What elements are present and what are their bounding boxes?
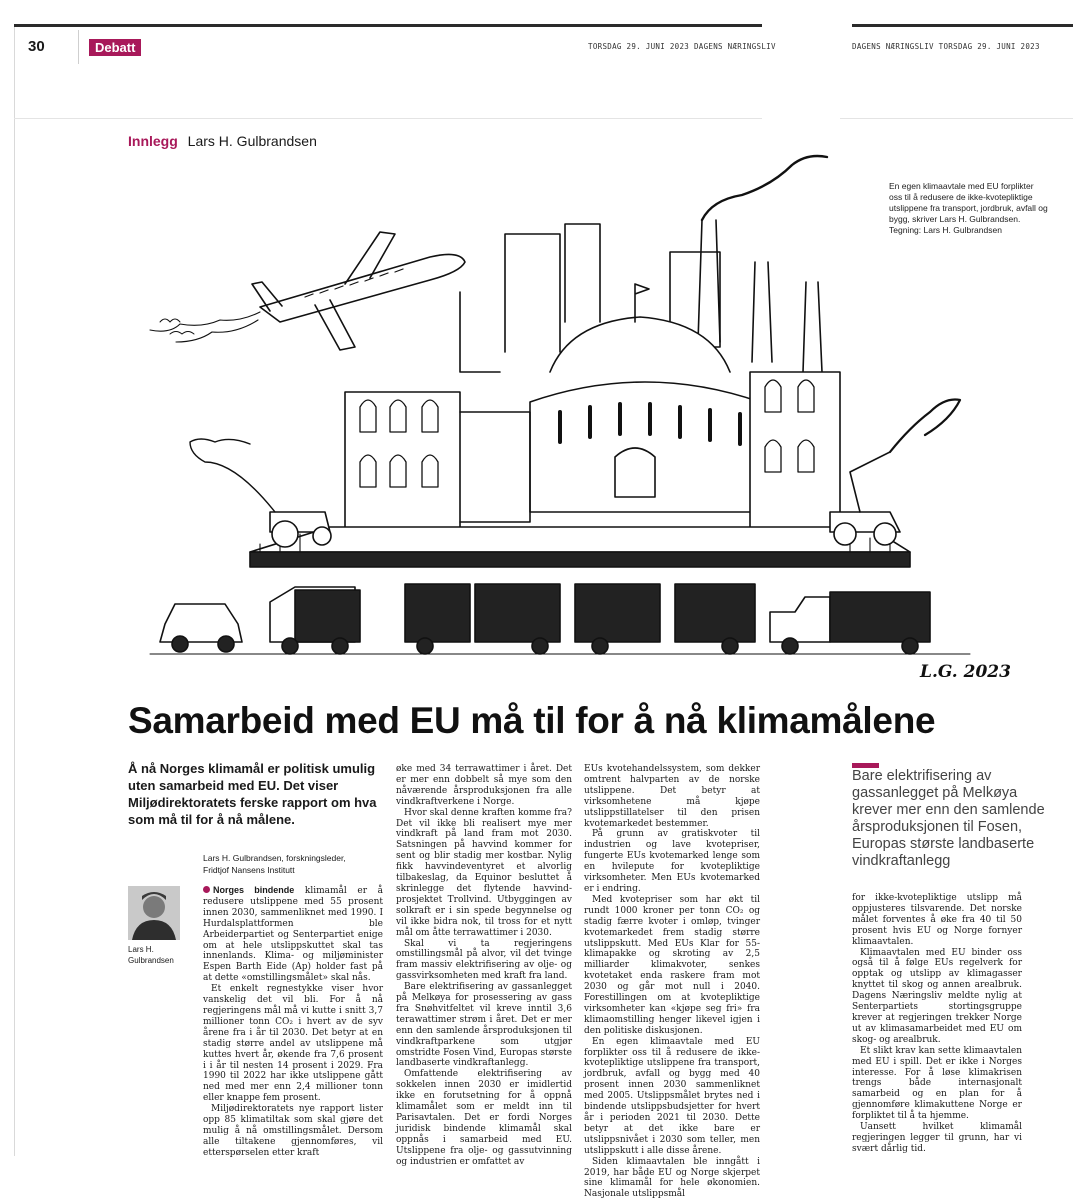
paragraph: øke med 34 terrawattimer i året. Det er mer enn dobbelt så mye som den nåværende årsproduksjonen fra alle vindkraftverkene i Norge. [396, 764, 572, 807]
paragraph: EUs kvotehandelssystem, som dekker omtrent halvparten av de norske utslippene. Det betyr at virksomhetene må kjøpe utslippstillatelser til den prisen kvotemarkedet bestemmer. [584, 764, 760, 829]
article-column-3 [584, 764, 760, 1200]
illustration-signature: L.G. 2023 [920, 662, 1011, 682]
illustration-caption: En egen klimaavtale med EU forplikter oss til å redusere de ikke-kvotepliktige utslippene fra transport, jordbruk, avfall og bygg, skriver Lars H. Gulbrandsen. Tegning: Lars H. Gulbrandsen [889, 181, 1048, 235]
running-head-right: DAGENS NÆRINGSLIV TORSDAG 29. JUNI 2023 [852, 42, 1040, 51]
paragraph: Omfattende elektrifisering av sokkelen innen 2030 er imidlertid ikke en forutsetning for å oppnå klimamålet som er meldt inn til Parisavtalen. Det er fordi Norges juridisk bindende klimamål skal oppnås i samarbeid med EU. Utslippene fra olje- og gassutvinning og industrien er omfattet av [396, 1069, 572, 1167]
paragraph: Et slikt krav kan sette klimaavtalen med EU i spill. Det er ikke i Norges interesse. For å løse klimakrisen trengs både internasjonalt samarbeid og en plan for å gjennomføre klimakuttene Norge er forpliktet til å ta hjemme. [852, 1045, 1022, 1122]
lead-bullet-icon [203, 886, 210, 893]
paragraph: Hvor skal denne kraften komme fra? Det vil ikke bli realisert mye mer vindkraft på land fram mot 2030. Satsningen på havvind kommer for sent og blir stadig mer kostbar. Nylig fikk havvindeventyret et alvorlig tilbakeslag, da Equinor besluttet å skrinlegge det flytende havvind-prosjektet Trollvind. Utbyggingen av solkraft er i sin spede begynnelse og vil ikke bidra nok, til tross for et nytt mål om åtte terrawattimer i 2030. [396, 807, 572, 938]
paragraph: Bare elektrifisering av gassanlegget på Melkøya for prosessering av gass fra Snøhvitfeltet vil kreve inntil 3,6 terawattimer strøm i året. Det er mer enn den samlende årsproduksjonen til vindkraftparkene som utgjør omstridte Fosen Vind, Europas største landbaserte vindkraftanlegg. [396, 982, 572, 1069]
article-column-2 [396, 764, 572, 1167]
article-column-4 [852, 893, 1022, 1154]
paragraph: Klimaavtalen med EU binder oss også til å følge EUs regelverk for opptak og utslipp av klimagasser knyttet til skog og annen arealbruk. Dagens Næringsliv meldte nylig at Senterpartiets stortingsgruppe krever at regjeringen trekker Norge ut av klimasamarbeidet med EU om skog- og arealbruk. [852, 947, 1022, 1045]
vehicles-drawing [150, 584, 970, 654]
headline: Samarbeid med EU må til for å nå klimamålene [128, 700, 936, 741]
paragraph: for ikke-kvotepliktige utslipp må oppjusteres tilsvarende. Det norske målet forventes å øke fra 40 til 50 prosent hvis EU og Norge fornyer klimaavtalen. [852, 893, 1022, 947]
header-band-right [840, 27, 1073, 119]
pullquote: Bare elektrifisering av gassanlegget på Melkøya krever mer enn den samlende årsproduksjonen til Fosen, Europas største landbaserte vindkraftanlegg [852, 768, 1045, 869]
airplane-drawing [150, 232, 465, 350]
portrait-name: Lars H. Gulbrandsen [128, 945, 174, 965]
ingress: Å nå Norges klimamål er politisk umulig uten samarbeid med EU. Det viser Miljødirektoratets ferske rapport om hva som må til for å nå målene. [128, 761, 377, 827]
paragraph: Uansett hvilket klimamål regjeringen legger til grunn, har vi svært dårlig tid. [852, 1122, 1022, 1154]
byline [203, 852, 393, 876]
kicker-author: Lars H. Gulbrandsen [187, 133, 317, 149]
paragraph: Siden klimaavtalen ble inngått i 2019, har både EU og Norge skjerpet sine klimamål for hele økonomien. Nasjonale utslippsmål [584, 1156, 760, 1200]
lead-in: Norges bindende [213, 885, 295, 895]
header-divider [78, 30, 79, 64]
paragraph: Med kvotepriser som har økt til rundt 1000 kroner per tonn CO₂ og stadig færre kvoter i omløp, tvinger kvotemarkedet frem stadig større utslippskutt. Med EUs Klar for 55-klimapakke og skroting av 2,5 milliarder klimakvoter, senkes kvotetaket enda raskere fram mot 2030 og går mot null i 2040. Forestillingen om at kvotepliktige virksomheter kan «kjøpe seg fri» fra klimaomstilling henger likevel igjen i den politiske diskusjonen. [584, 894, 760, 1036]
byline-line1: Lars H. Gulbrandsen, forskningsleder, [203, 853, 346, 863]
paragraph: Et enkelt regnestykke viser hvor vanskelig det vil bli. For å nå regjeringens mål må vi kutte i snitt 3,7 millioner tonn CO₂ i hvert av de syv årene fra i år til 2030. Det betyr at en stadig større andel av utslippene må kuttes hvert år, økende fra 7,6 prosent i i år til nesten 14 prosent i 2029. Fra 1990 til 2022 har ikke utslippene gått ned med mer enn 2,4 millioner tonn eller knappe fem prosent. [203, 984, 383, 1104]
editorial-illustration [130, 172, 1020, 684]
paragraph: Skal vi ta regjeringens omstillingsmål på alvor, vil det tvinge fram massiv elektrifisering av olje- og gassvirksomheten med kraft fra land. [396, 938, 572, 982]
page-number: 30 [28, 38, 45, 55]
kicker [128, 133, 317, 149]
section-tag: Debatt [89, 39, 141, 56]
article-column-1 [203, 885, 383, 1158]
paragraph: klimamål er å redusere utslippene med 55 prosent innen 2030, sammenliknet med 1990. I Hurdalsplattformen ble Arbeiderpartiet og Senterpartiet enige om at hele utslippskuttet skal tas innenlands. Klima- og miljøminister Espen Barth Eide (Ap) holder fast på at dette «omstillingsmålet» skal nås. [203, 886, 383, 984]
running-head-left: TORSDAG 29. JUNI 2023 DAGENS NÆRINGSLIV [588, 42, 776, 51]
byline-line2: Fridtjof Nansens Institutt [203, 865, 295, 875]
paragraph: Miljødirektoratets nye rapport lister opp 85 klimatiltak som skal gjøre det mulig å nå omstillingsmålet. Dersom alle tiltakene gjennomføres, vil etterspørselen etter kraft [203, 1104, 383, 1158]
paragraph: En egen klimaavtale med EU forplikter oss til å redusere de ikke-kvotepliktige utslippene fra transport, jordbruk, avfall og bygg med 40 prosent innen 2030 sammenliknet med 2005. Utslippsmålet brytes ned i bindende utslippsbudsjetter for hvert år i perioden 2021 til 2030. Dette betyr at det ikke bare er utslippsnivået i 2030 som teller, men utslippskutt i alle disse årene. [584, 1036, 760, 1156]
author-portrait [128, 886, 180, 940]
kicker-label: Innlegg [128, 133, 178, 149]
paragraph: På grunn av gratiskvoter til industrien og lave kvotepriser, fungerte EUs kvotemarked lenge som en hvilepute for kvotepliktige virksomheter. Men EUs kvotemarked er i endring. [584, 829, 760, 894]
